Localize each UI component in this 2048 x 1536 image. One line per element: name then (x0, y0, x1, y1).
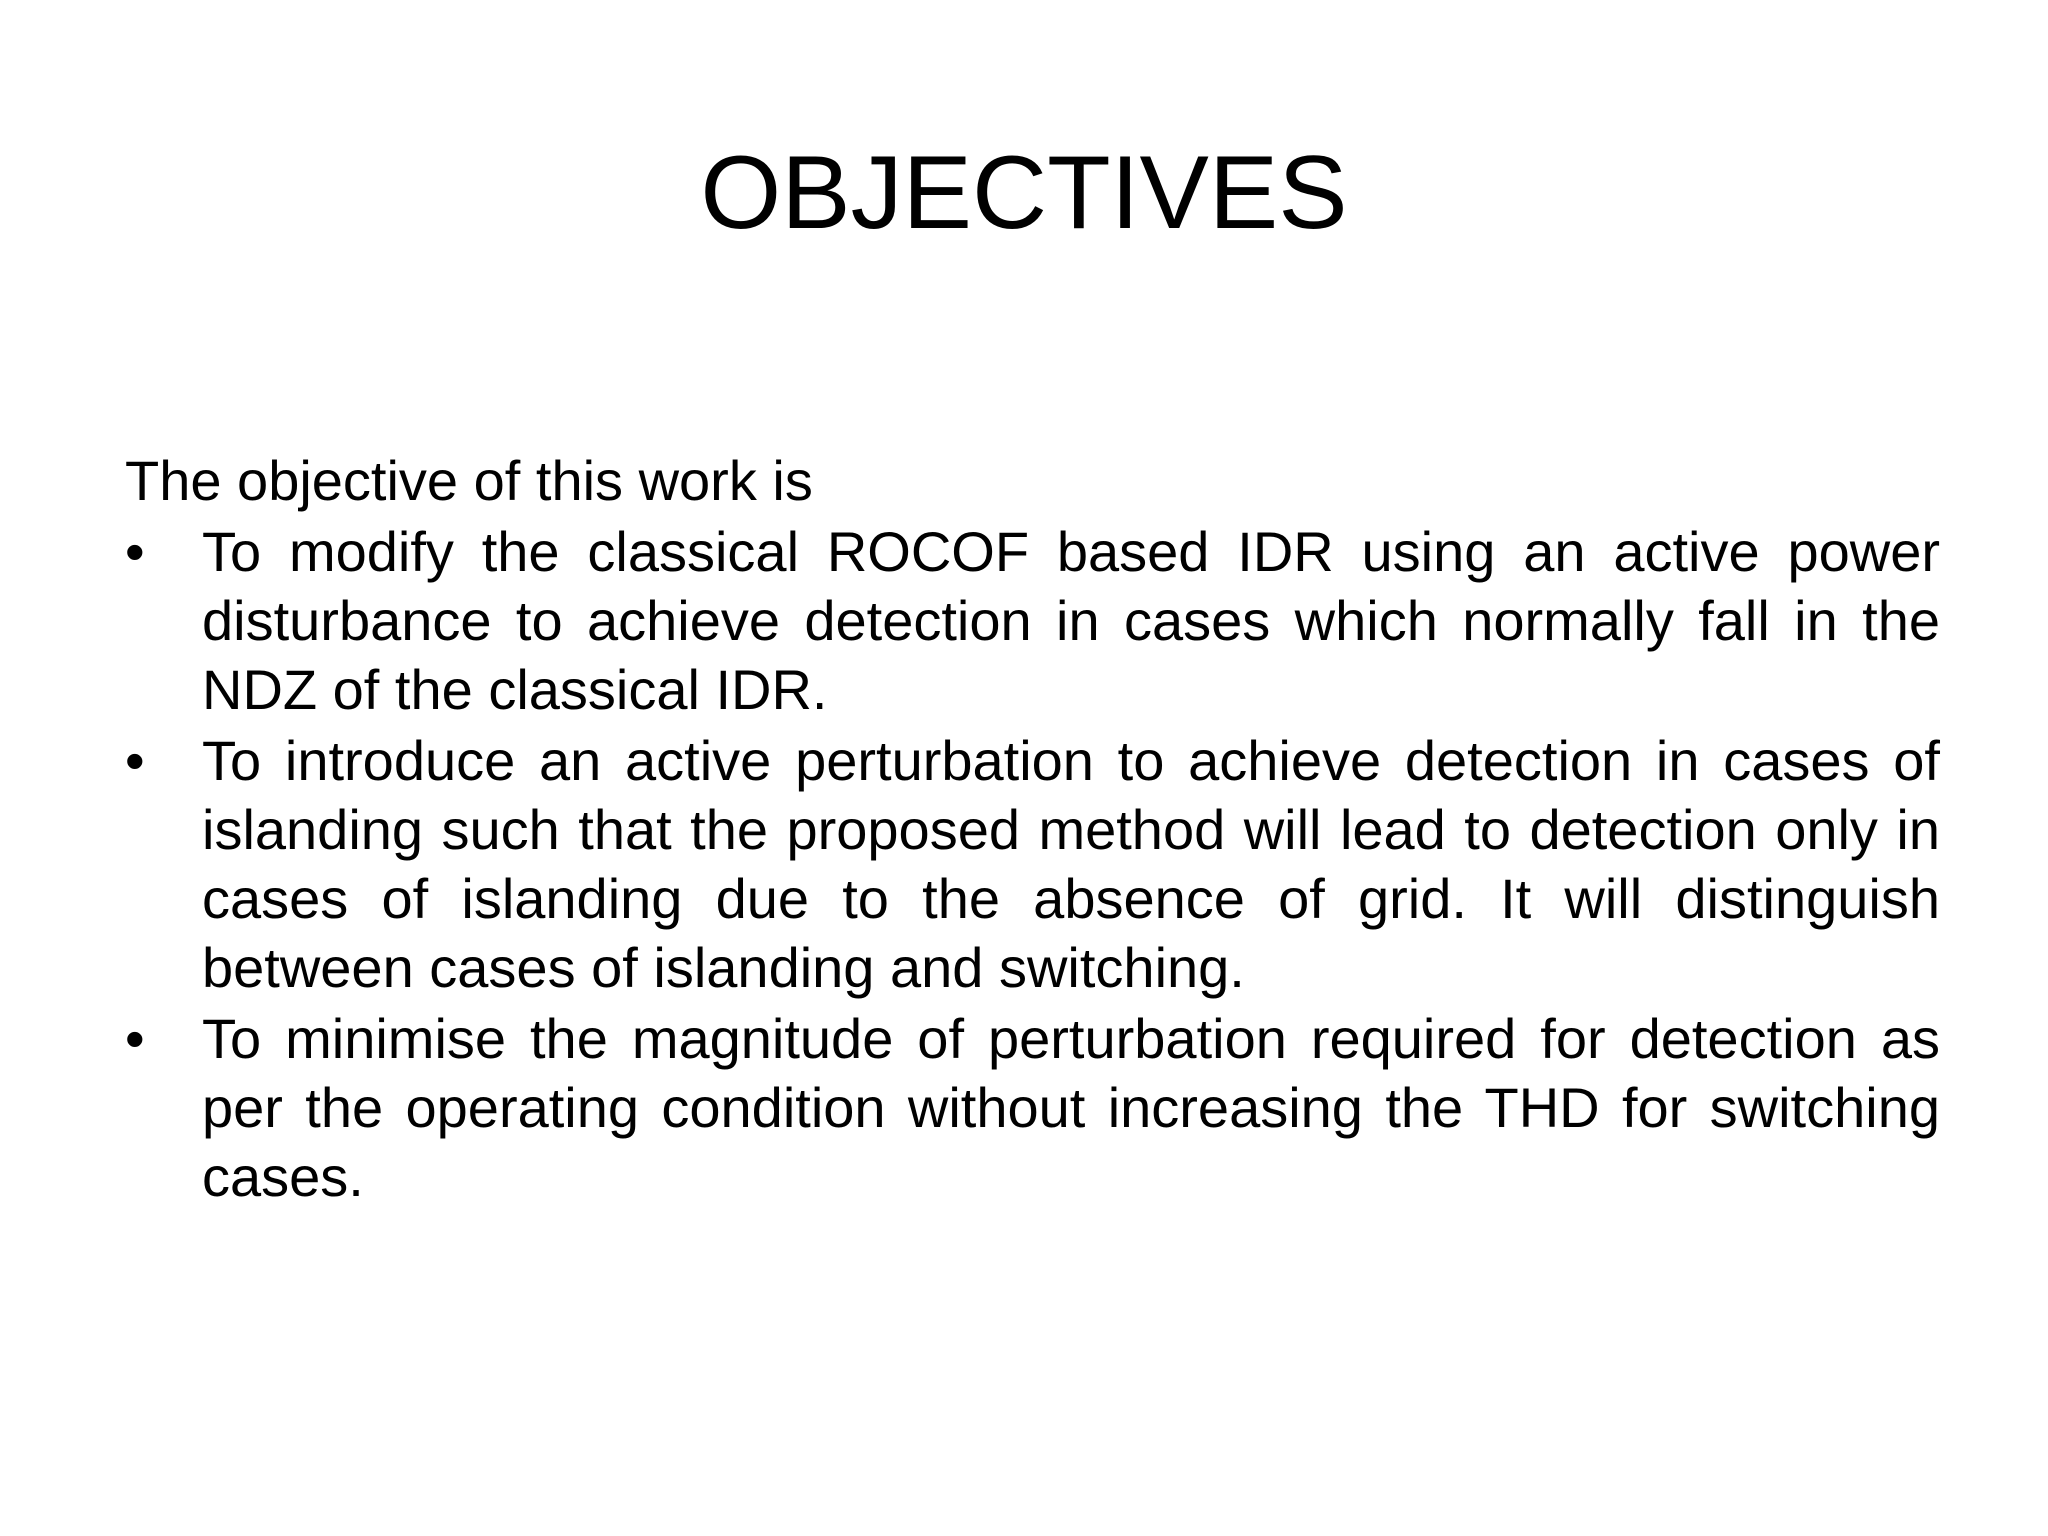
list-item (125, 517, 1940, 724)
slide-body (125, 446, 1940, 1213)
objectives-list (125, 517, 1940, 1211)
intro-text: The objective of this work is (125, 449, 813, 512)
slide-title: OBJECTIVES (700, 135, 1348, 251)
list-item (125, 1004, 1940, 1211)
list-item (125, 726, 1940, 1002)
list-item-text: To modify the classical ROCOF based IDR using an active power disturbance to achieve detection in cases which normally fall in the NDZ of the classical IDR. (202, 520, 1940, 721)
list-item-text: To introduce an active perturbation to achieve detection in cases of islanding such that the proposed method will lead to detection only in cases of islanding due to the absence of grid. It will distinguish between cases of islanding and switching. (202, 729, 1940, 999)
bullet-icon: • (125, 729, 145, 792)
bullet-icon: • (125, 520, 145, 583)
list-item-text: To minimise the magnitude of perturbation required for detection as per the operating condition without increasing the THD for switching cases. (202, 1007, 1940, 1208)
bullet-icon: • (125, 1007, 145, 1070)
